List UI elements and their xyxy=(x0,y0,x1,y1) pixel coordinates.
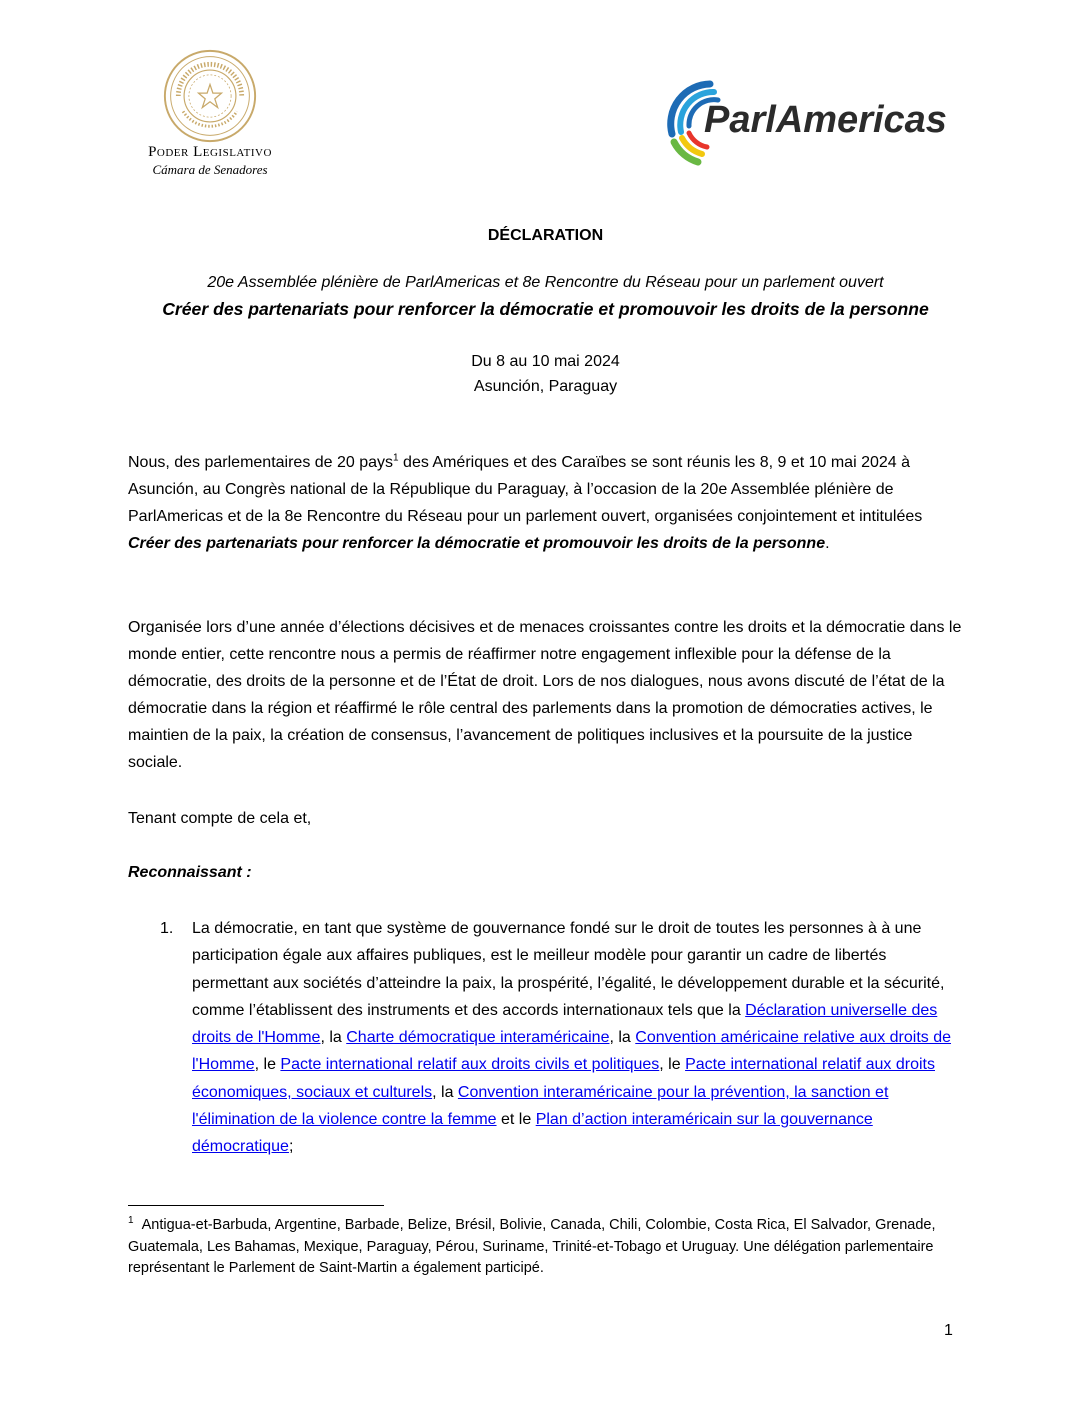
event-location: Asunción, Paraguay xyxy=(473,378,618,395)
senate-line1: Poder Legislativo xyxy=(148,144,272,160)
paragraph-intro-end: . xyxy=(825,535,830,552)
senate-logo xyxy=(120,48,300,178)
link-declaration-universelle[interactable]: Déclaration universelle des droits de l'Homme xyxy=(192,1001,938,1047)
list-item-separator: et le xyxy=(496,1111,536,1129)
seal-icon xyxy=(162,48,258,144)
footnote-mark: 1 xyxy=(128,1215,134,1227)
document-subtitle-theme: Créer des partenariats pour renforcer la démocratie et promouvoir les droits de la personne xyxy=(162,299,929,319)
list-item xyxy=(160,915,964,1161)
page-number: 1 xyxy=(944,1322,953,1339)
document-subtitle-event: 20e Assemblée plénière de ParlAmericas et 8e Rencontre du Réseau pour un parlement ouvert xyxy=(207,274,884,291)
link-convention-americaine[interactable]: Convention américaine relative aux droits de l'Homme xyxy=(192,1029,952,1074)
list-item-text-start: La démocratie, en tant que système de gouvernance fondé sur le droit de toutes les personnes à à une participation égale aux affaires publiques, est le meilleur modèle pour garantir un cadre de libertés permettant aux sociétés d’atteindre la paix, la prospérité, l’égalité, le développement durable et la sécurité, comme l’établissent des instruments et des accords internationaux tels que la xyxy=(192,920,945,1019)
parlamericas-logo xyxy=(652,70,972,170)
paragraph-considering: Tenant compte de cela et, xyxy=(128,810,312,827)
link-convention-violence-femme[interactable]: Convention interaméricaine pour la prévention, la sanction et l'élimination de la violence contre la femme xyxy=(192,1083,889,1129)
document-title: DÉCLARATION xyxy=(487,227,604,244)
link-plan-action[interactable]: Plan d’action interaméricain sur la gouvernance démocratique xyxy=(192,1111,873,1156)
link-charte-democratique[interactable]: Charte démocratique interaméricaine xyxy=(346,1029,610,1047)
list-item-number: 1. xyxy=(160,920,174,937)
footnote-ref[interactable]: 1 xyxy=(393,452,399,464)
link-pacte-civils-politiques[interactable]: Pacte international relatif aux droits civils et politiques xyxy=(280,1056,660,1074)
senate-line2: Cámara de Senadores xyxy=(152,162,268,177)
list-item-separator: , la xyxy=(320,1029,347,1047)
list-item-end: ; xyxy=(288,1138,294,1156)
paragraph-intro xyxy=(128,449,963,557)
paragraph-intro-start: Nous, des parlementaires de 20 pays xyxy=(128,454,394,471)
list-item-separator: , le xyxy=(659,1056,686,1074)
footnote-text: Antigua-et-Barbuda, Argentine, Barbade, Belize, Brésil, Bolivie, Canada, Chili, Colombie, Costa Rica, El Salvador, Grenade, Guatemala, Les Bahamas, Mexique, Paraguay, Pérou, Suriname, Trinité-et-Tobago et Uruguay. Une délégation parlementaire représentant le Parlement de Saint-Martin a également participé. xyxy=(128,1217,936,1276)
event-dates: Du 8 au 10 mai 2024 xyxy=(471,353,620,370)
list-item-separator: , la xyxy=(609,1029,636,1047)
section-heading-recognizing: Reconnaissant : xyxy=(128,864,252,881)
paragraph-intro-emphasis: Créer des partenariats pour renforcer la démocratie et promouvoir les droits de la personne xyxy=(128,535,826,552)
list-item-text xyxy=(192,915,964,1161)
link-pacte-economiques[interactable]: Pacte international relatif aux droits économiques, sociaux et culturels xyxy=(192,1056,935,1101)
paragraph-intro-body: des Amériques et des Caraïbes se sont réunis les 8, 9 et 10 mai 2024 à Asunción, au Congrès national de la République du Paraguay, à l’occasion de la 20e Assemblée plénière de ParlAmericas et de la 8e Rencontre du Réseau pour un parlement ouvert, organisées conjointement et intitulées xyxy=(128,454,923,525)
event-dates-block xyxy=(128,349,963,399)
list-item-separator: , le xyxy=(254,1056,281,1074)
list-item-separator: , la xyxy=(432,1083,458,1101)
parlamericas-wordmark: ParlAmericas xyxy=(704,99,947,141)
paragraph-context: Organisée lors d’une année d’élections décisives et de menaces croissantes contre les droits et la démocratie dans le monde entier, cette rencontre nous a permis de réaffirmer notre engagement inflexible pour la défense de la démocratie, des droits de la personne et de l’État de droit. Lors de nos dialogues, nous avons discuté de l’état de la démocratie dans la région et réaffirmé le rôle central des parlements dans la promotion de démocraties actives, le maintien de la paix, la création de consensus, l’avancement de politiques inclusives et la poursuite de la justice sociale. xyxy=(128,619,962,771)
footnote-divider xyxy=(128,1205,384,1206)
footnote xyxy=(128,1215,963,1280)
